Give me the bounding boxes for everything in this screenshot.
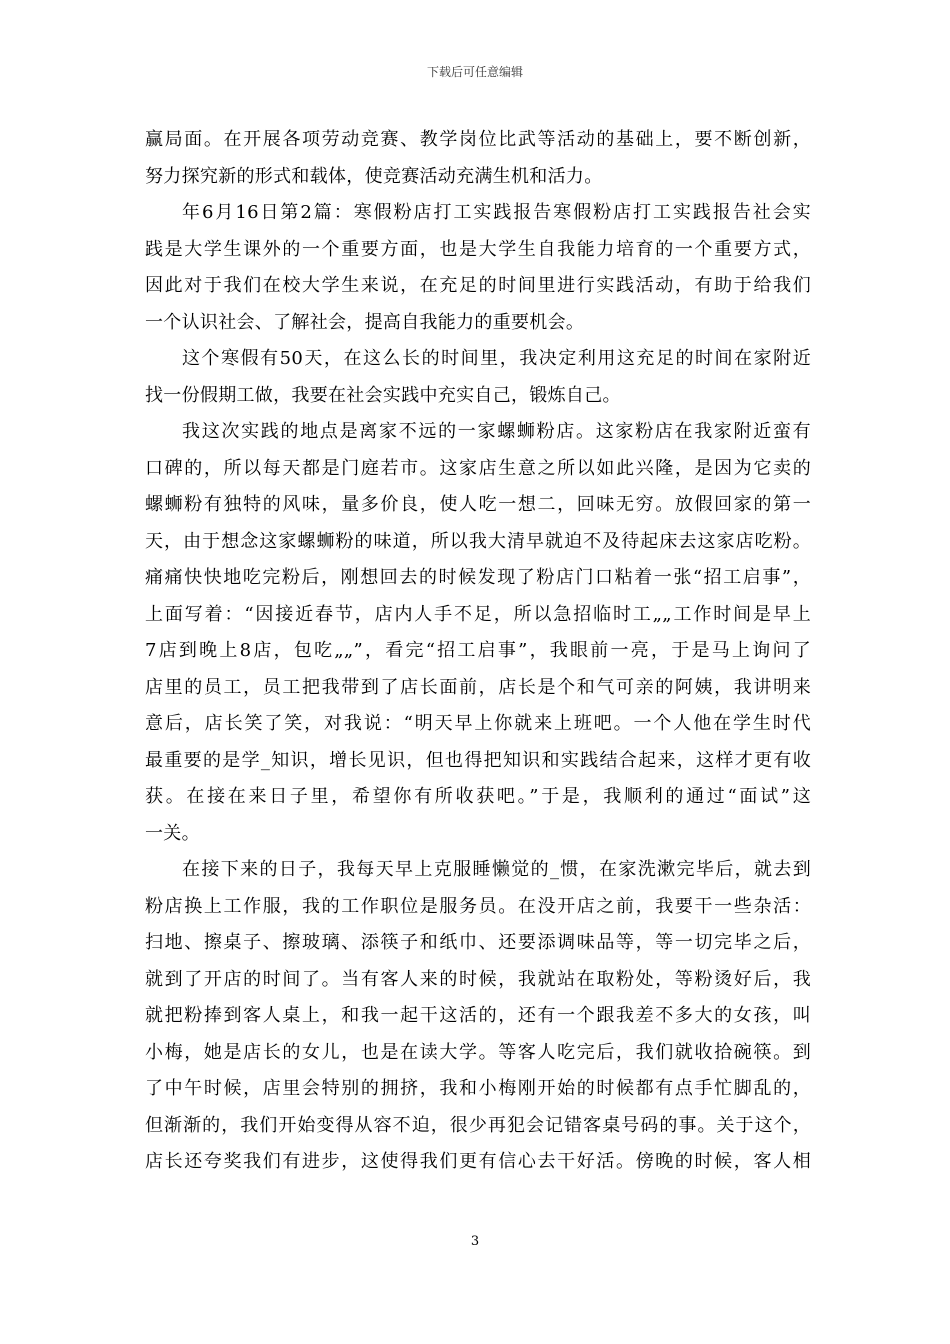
text-line: 上面写着：“因接近春节，店内人手不足，所以急招临时工„„工作时间是早上 (145, 603, 811, 625)
text-line: 年6月16日第2篇：寒假粉店打工实践报告寒假粉店打工实践报告社会实 (182, 202, 811, 223)
text-line: 痛痛快快地吃完粉后，刚想回去的时候发现了粉店门口粘着一张“招工启事”， (145, 567, 811, 588)
text-line: 努力探究新的形式和载体，使竞赛活动充满生机和活力。 (145, 165, 603, 187)
text-line: 店长还夸奖我们有进步，这使得我们更有信心去干好活。傍晚的时候，客人相 (145, 1151, 811, 1172)
text-line: 赢局面。在开展各项劳动竞赛、教学岗位比武等活动的基础上，要不断创新， (145, 129, 811, 150)
text-line: 了中午时候，店里会特别的拥挤，我和小梅刚开始的时候都有点手忙脚乱的， (145, 1078, 811, 1099)
page-header: 下载后可任意编辑 (426, 65, 523, 79)
text-line: 就把粉捧到客人桌上，和我一起干这活的，还有一个跟我差不多大的女孩，叫 (145, 1005, 811, 1026)
text-line: 口碑的，所以每天都是门庭若市。这家店生意之所以如此兴隆，是因为它卖的 (145, 457, 811, 479)
text-line: 就到了开店的时间了。当有客人来的时候，我就站在取粉处，等粉烫好后，我 (145, 968, 811, 990)
text-line: 螺蛳粉有独特的风味，量多价良，使人吃一想二，回味无穷。放假回家的第一 (145, 494, 811, 515)
text-line: 我这次实践的地点是离家不远的一家螺蛳粉店。这家粉店在我家附近蛮有 (182, 421, 811, 442)
text-line: 扫地、擦桌子、擦玻璃、添筷子和纸巾、还要添调味品等，等一切完毕之后， (145, 932, 811, 953)
text-line: 获。在接在来日子里，希望你有所收获吧。”于是，我顺利的通过“面试”这 (145, 786, 811, 807)
text-line: 一关。 (145, 822, 200, 844)
document-body (145, 122, 811, 1181)
text-line: 意后，店长笑了笑，对我说：“明天早上你就来上班吧。一个人他在学生时代 (145, 713, 811, 734)
text-line: 小梅，她是店长的女儿，也是在读大学。等客人吃完后，我们就收拾碗筷。到 (145, 1041, 811, 1063)
text-line: 一个认识社会、了解社会，提高自我能力的重要机会。 (145, 311, 585, 333)
text-line: 天，由于想念这家螺蛳粉的味道，所以我大清早就迫不及待起床去这家店吃粉。 (145, 530, 811, 552)
text-line: 粉店换上工作服，我的工作职位是服务员。在没开店之前，我要干一些杂活： (145, 895, 811, 917)
text-line: 店里的员工，员工把我带到了店长面前，店长是个和气可亲的阿姨，我讲明来 (145, 676, 811, 698)
text-line: 7店到晚上8店，包吃„„”，看完“招工启事”，我眼前一亮，于是马上询问了 (145, 640, 811, 661)
text-line: 因此对于我们在校大学生来说，在充足的时间里进行实践活动，有助于给我们 (145, 275, 811, 296)
text-line: 但渐渐的，我们开始变得从容不迫，很少再犯会记错客桌号码的事。关于这个， (145, 1114, 811, 1136)
text-line: 这个寒假有50天，在这么长的时间里，我决定利用这充足的时间在家附近 (182, 348, 811, 369)
text-line: 在接下来的日子，我每天早上克服睡懒觉的_惯，在家洗漱完毕后，就去到 (182, 859, 811, 880)
text-line: 最重要的是学_知识，增长见识，但也得把知识和实践结合起来，这样才更有收 (145, 749, 811, 771)
page-number: 3 (470, 1234, 480, 1249)
text-line: 践是大学生课外的一个重要方面，也是大学生自我能力培育的一个重要方式， (145, 238, 811, 260)
text-line: 找一份假期工做，我要在社会实践中充实自己，锻炼自己。 (145, 384, 621, 406)
